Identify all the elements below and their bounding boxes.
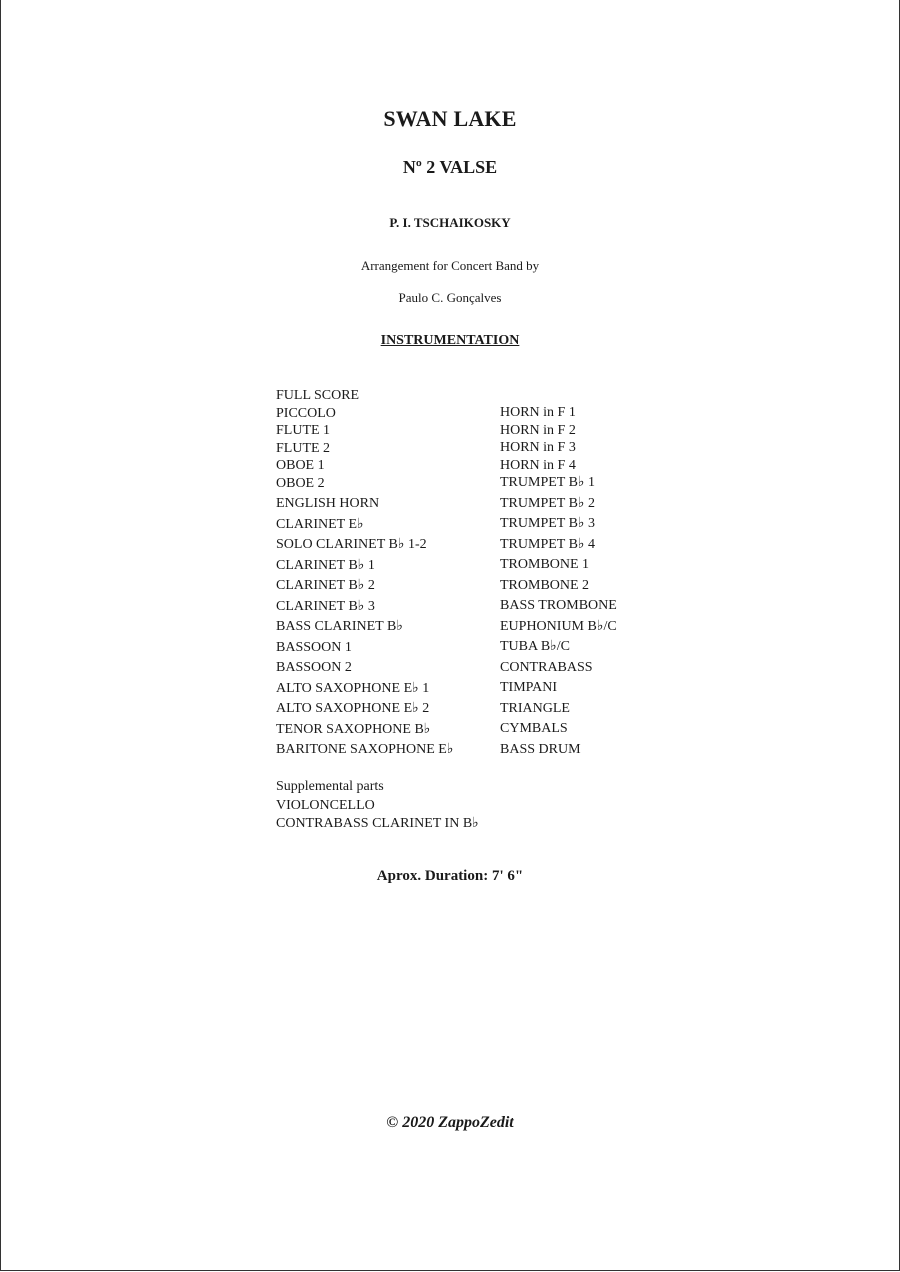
supplemental-item: VIOLONCELLO	[276, 797, 375, 813]
page-subtitle: Nº 2 VALSE	[402, 157, 498, 177]
instrument-item: BASSOON 1	[276, 639, 352, 655]
instrument-item: FLUTE 1	[276, 423, 331, 439]
instrument-item: BASS DRUM	[500, 741, 581, 757]
instrument-item: ENGLISH HORN	[276, 496, 380, 512]
supplemental-item: CONTRABASS CLARINET IN B♭	[276, 816, 479, 831]
instrument-item: SOLO CLARINET B♭ 1-2	[276, 537, 427, 553]
arranger-name: Paulo C. Gonçalves	[398, 290, 502, 305]
instrument-list-left	[276, 387, 453, 762]
instrument-item: PICCOLO	[276, 405, 336, 421]
instrument-item: TROMBONE 1	[500, 557, 590, 573]
supplemental-parts	[276, 778, 479, 834]
instrument-item: HORN in F 3	[500, 440, 576, 456]
instrument-item: TRUMPET B♭ 1	[500, 475, 596, 491]
instrument-item: TIMPANI	[500, 680, 558, 696]
copyright-notice: © 2020 ZappoZedit	[386, 1114, 514, 1131]
instrument-item: BASS CLARINET B♭	[276, 619, 403, 635]
instrument-item: BARITONE SAXOPHONE E♭	[276, 742, 454, 758]
instrument-item: CLARINET B♭ 3	[276, 598, 375, 614]
instrument-item: CLARINET E♭	[276, 516, 364, 532]
instrument-item: CONTRABASS	[500, 659, 593, 675]
duration-text: Aprox. Duration: 7' 6"	[376, 868, 524, 884]
instrument-item: TRUMPET B♭ 2	[500, 495, 596, 511]
instrument-item: EUPHONIUM B♭/C	[500, 618, 617, 634]
instrument-item: BASS TROMBONE	[500, 598, 617, 614]
page-title: SWAN LAKE	[383, 106, 517, 131]
instrument-item: TRUMPET B♭ 4	[500, 536, 596, 552]
instrument-item: ALTO SAXOPHONE E♭ 2	[276, 701, 430, 717]
instrument-item: FLUTE 2	[276, 440, 331, 456]
instrument-item: HORN in F 1	[500, 405, 576, 420]
instrument-item: CLARINET B♭ 2	[276, 578, 375, 594]
instrument-item: TROMBONE 2	[500, 577, 590, 593]
instrument-item: CYMBALS	[500, 721, 568, 737]
arrangement-line: Arrangement for Concert Band by	[360, 258, 540, 273]
instrumentation-heading: INSTRUMENTATION	[380, 333, 520, 348]
instrument-list-right	[500, 404, 617, 761]
instrument-item: CLARINET B♭ 1	[276, 557, 375, 573]
instrument-item: HORN in F 4	[500, 457, 576, 473]
supplemental-heading: Supplemental parts	[276, 779, 384, 794]
instrument-item: TRUMPET B♭ 3	[500, 516, 596, 532]
instrument-item: TUBA B♭/C	[500, 639, 571, 655]
instrument-item: OBOE 1	[276, 458, 325, 474]
instrument-item: FULL SCORE	[276, 388, 360, 403]
instrument-item: TENOR SAXOPHONE B♭	[276, 721, 431, 737]
instrument-item: HORN in F 2	[500, 422, 576, 438]
instrument-item: TRIANGLE	[500, 700, 570, 716]
instrument-item: BASSOON 2	[276, 660, 352, 676]
composer-name: P. I. TSCHAIKOSKY	[389, 215, 511, 230]
instrument-item: OBOE 2	[276, 475, 325, 491]
instrument-item: ALTO SAXOPHONE E♭ 1	[276, 680, 430, 696]
